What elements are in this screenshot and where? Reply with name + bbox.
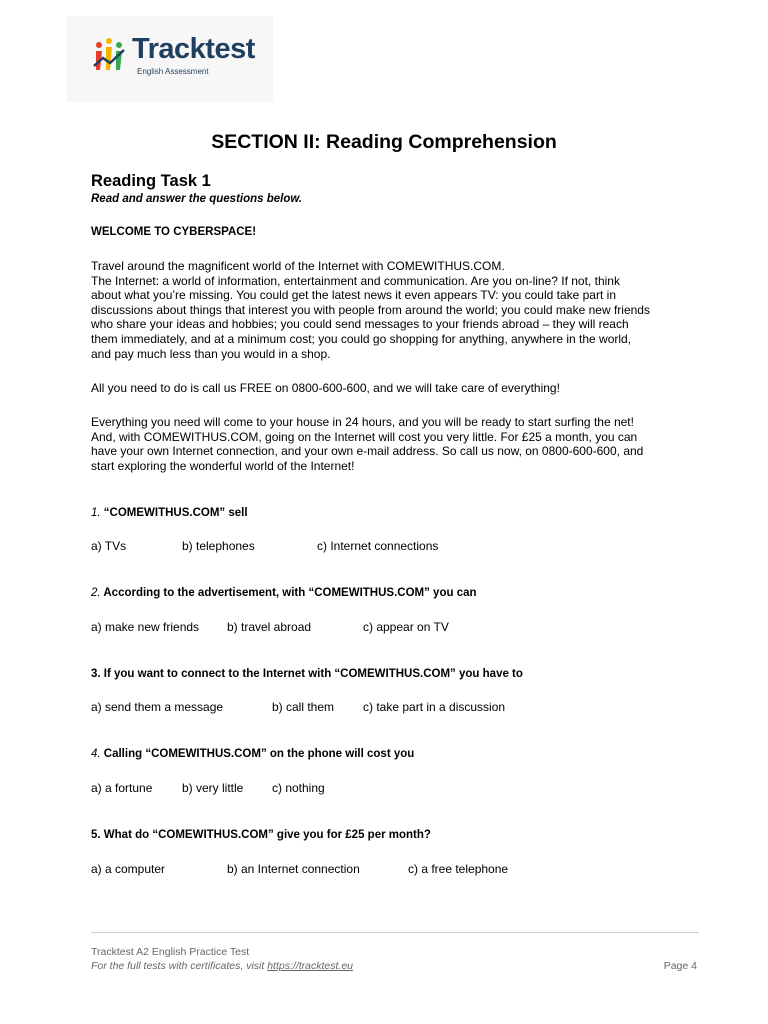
question-text: . If you want to connect to the Internet with “COMEWITHUS.COM” you have to (97, 668, 523, 680)
option-2b: b) travel abroad (227, 620, 312, 634)
option-5b: b) an Internet connection (227, 862, 360, 876)
passage-paragraph-3 (91, 415, 691, 473)
section-title: SECTION II: Reading Comprehension (211, 131, 557, 153)
option-1a: a) TVs (91, 539, 127, 553)
option-5c: c) a free telephone (408, 862, 509, 876)
passage-paragraph-1 (91, 259, 691, 361)
paragraph-line: The Internet: a world of information, entertainment and communication. Are you on-line? If not, think (91, 273, 620, 288)
question-5 (91, 829, 431, 841)
option-4c: c) nothing (272, 781, 325, 795)
option-3b: b) call them (272, 700, 335, 714)
logo-people-icon (93, 36, 125, 74)
question-2 (91, 587, 477, 599)
page-number: Page 4 (663, 960, 697, 972)
paragraph-line: Everything you need will come to your house in 24 hours, and you will be ready to start surfing the net! (91, 415, 634, 429)
option-3c: c) take part in a discussion (363, 700, 506, 714)
tracktest-link[interactable]: https://tracktest.eu (267, 960, 354, 972)
footer-divider (91, 932, 699, 933)
tracktest-logo (67, 16, 273, 102)
paragraph-line: have your own Internet connection, and your own e-mail address. So call us now, on 0800-600-600, and (91, 444, 644, 459)
passage-heading: WELCOME TO CYBERSPACE! (91, 226, 257, 238)
option-4b: b) very little (182, 781, 244, 795)
footer-test-name: Tracktest A2 English Practice Test (91, 946, 250, 958)
paragraph-line: them immediately, and at a minimum cost; you could go shopping for anything, anywhere in the world, (91, 331, 632, 346)
question-number: 4. (91, 748, 101, 760)
paragraph-line: and pay much less than you would in a shop. (91, 346, 331, 361)
paragraph-line: Travel around the magnificent world of the Internet with COMEWITHUS.COM. (91, 259, 505, 273)
option-5a: a) a computer (91, 862, 166, 876)
question-3 (91, 668, 523, 680)
task-instructions: Read and answer the questions below. (91, 193, 303, 205)
passage-paragraph-2 (91, 381, 691, 396)
option-2a: a) make new friends (91, 620, 200, 634)
logo-name: Tracktest (132, 33, 255, 65)
paragraph-line: start exploring the wonderful world of the Internet! (91, 458, 355, 473)
option-4a: a) a fortune (91, 781, 153, 795)
paragraph-line: about what you’re missing. You could get the latest news it even appears TV: you could take part in (91, 288, 616, 303)
paragraph-line: And, with COMEWITHUS.COM, going on the Internet will cost you very little. For £25 a month, you can (91, 429, 638, 444)
question-number: 1. (91, 507, 101, 519)
question-number: 5 (91, 829, 98, 841)
option-1c: c) Internet connections (317, 539, 439, 553)
question-number: 2. (91, 587, 101, 599)
footer-note-text: For the full tests with certificates, visit (91, 960, 268, 972)
question-text: According to the advertisement, with “COMEWITHUS.COM” you can (100, 587, 477, 599)
question-text: “COMEWITHUS.COM” sell (100, 507, 248, 519)
question-4 (91, 748, 414, 760)
question-1 (91, 507, 248, 519)
paragraph-line: who share your ideas and hobbies; you could send messages to your friends abroad – they will reach (91, 317, 629, 332)
option-3a: a) send them a message (91, 700, 224, 714)
question-text: . What do “COMEWITHUS.COM” give you for £25 per month? (97, 829, 431, 841)
paragraph-line: discussions about things that interest you with people from around the world; you could make new friends (91, 302, 650, 317)
logo-subtitle: English Assessment (137, 67, 209, 76)
option-1b: b) telephones (182, 539, 255, 553)
question-number: 3 (91, 668, 98, 680)
task-title: Reading Task 1 (91, 172, 211, 190)
question-text: Calling “COMEWITHUS.COM” on the phone will cost you (100, 748, 415, 760)
option-2c: c) appear on TV (363, 620, 449, 634)
footer-note (91, 960, 353, 972)
paragraph-line: All you need to do is call us FREE on 0800-600-600, and we will take care of everything! (91, 381, 560, 395)
